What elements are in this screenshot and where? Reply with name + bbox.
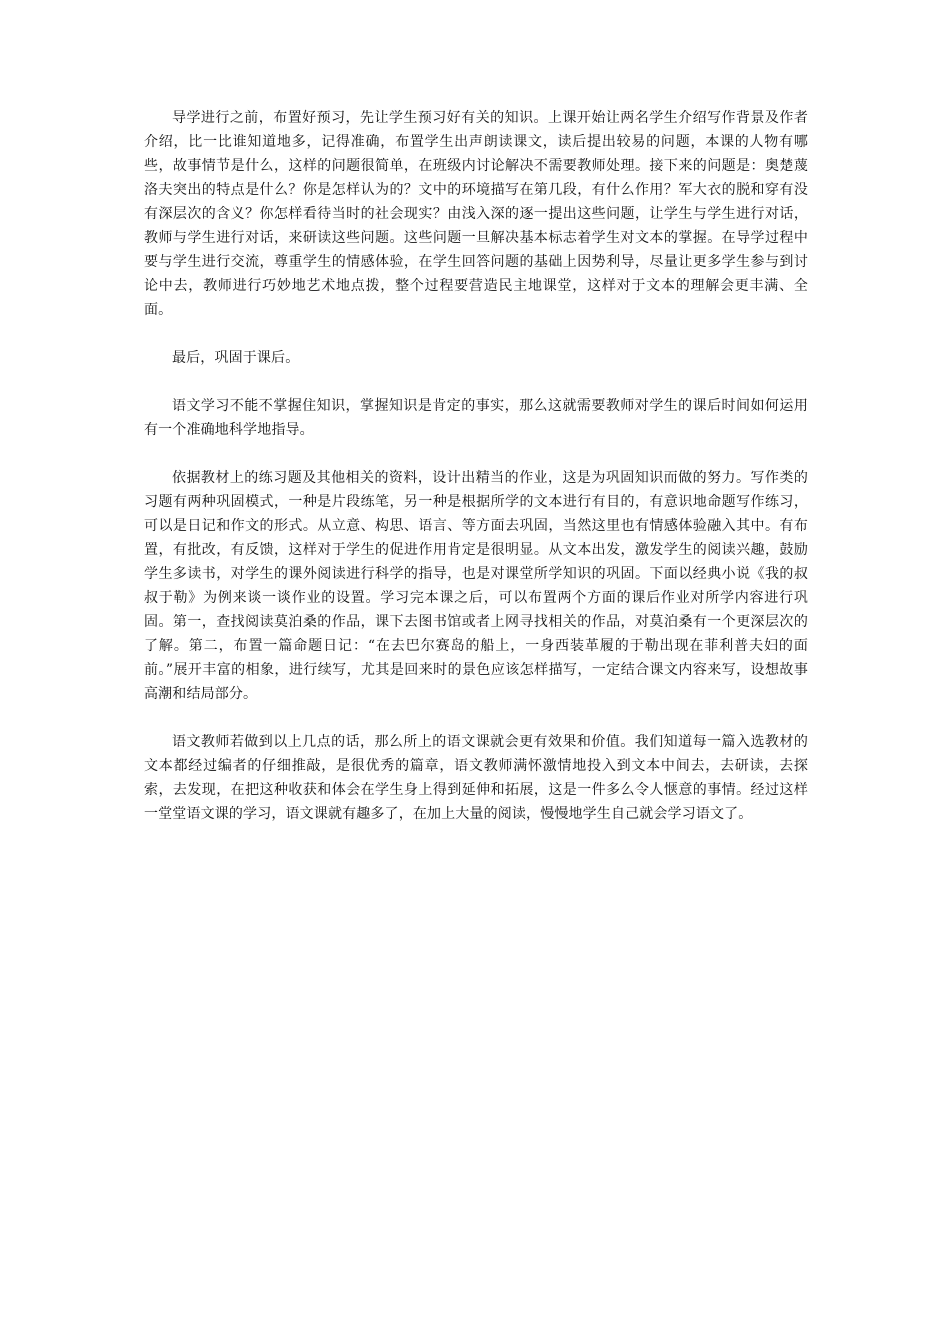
paragraph-knowledge-mastery: 语文学习不能不掌握住知识，掌握知识是肯定的事实，那么这就需要教师对学生的课后时间如何运用有一个准确地科学地指导。 bbox=[144, 398, 808, 438]
paragraph-homework-design: 依据教材上的练习题及其他相关的资料，设计出精当的作业，这是为巩固知识而做的努力。写作类的习题有两种巩固模式，一种是片段练笔，另一种是根据所学的文本进行有目的，有意识地命题写作练习，可以是日记和作文的形式。从立意、构思、语言、等方面去巩固，当然这里也有情感体验融入其中。有布置，有批改，有反馈，这样对于学生的促进作用肯定是很明显。从文本出发，激发学生的阅读兴趣，鼓励学生多读书，对学生的课外阅读进行科学的指导，也是对课堂所学知识的巩固。下面以经典小说《我的叔叔于勒》为例来谈一谈作业的设置。学习完本课之后，可以布置两个方面的课后作业对所学内容进行巩固。第一，查找阅读莫泊桑的作品，课下去图书馆或者上网寻找相关的作品，对莫泊桑有一个更深层次的了解。第二，布置一篇命题日记：“在去巴尔赛岛的船上，一身西装革履的于勒出现在菲利普夫妇的面前。”展开丰富的相象，进行续写，尤其是回来时的景色应该怎样描写，一定结合课文内容来写，设想故事高潮和结局部分。 bbox=[144, 470, 808, 702]
paragraph-consolidation-heading: 最后，巩固于课后。 bbox=[172, 350, 300, 366]
document-body bbox=[144, 106, 808, 850]
paragraph-conclusion: 语文教师若做到以上几点的话，那么所上的语文课就会更有效果和价值。我们知道每一篇入选教材的文本都经过编者的仔细推敲，是很优秀的篇章，语文教师满怀激情地投入到文本中间去，去研读，去探索，去发现，在把这种收获和体会在学生身上得到延伸和拓展，这是一件多么令人惬意的事情。经过这样一堂堂语文课的学习，语文课就有趣多了，在加上大量的阅读，慢慢地学生自己就会学习语文了。 bbox=[144, 734, 808, 822]
paragraph-preview-guidance: 导学进行之前，布置好预习，先让学生预习好有关的知识。上课开始让两名学生介绍写作背景及作者介绍，比一比谁知道地多，记得准确，布置学生出声朗读课文，读后提出较易的问题，本课的人物有哪些，故事情节是什么，这样的问题很简单，在班级内讨论解决不需要教师处理。接下来的问题是：奥楚蔑洛夫突出的特点是什么？你是怎样认为的？文中的环境描写在第几段，有什么作用？军大衣的脱和穿有没有深层次的含义？你怎样看待当时的社会现实？由浅入深的逐一提出这些问题，让学生与学生进行对话，教师与学生进行对话，来研读这些问题。这些问题一旦解决基本标志着学生对文本的掌握。在导学过程中要与学生进行交流，尊重学生的情感体验，在学生回答问题的基础上因势利导，尽量让更多学生参与到讨论中去，教师进行巧妙地艺术地点拨，整个过程要营造民主地课堂，这样对于文本的理解会更丰满、全面。 bbox=[144, 110, 808, 318]
